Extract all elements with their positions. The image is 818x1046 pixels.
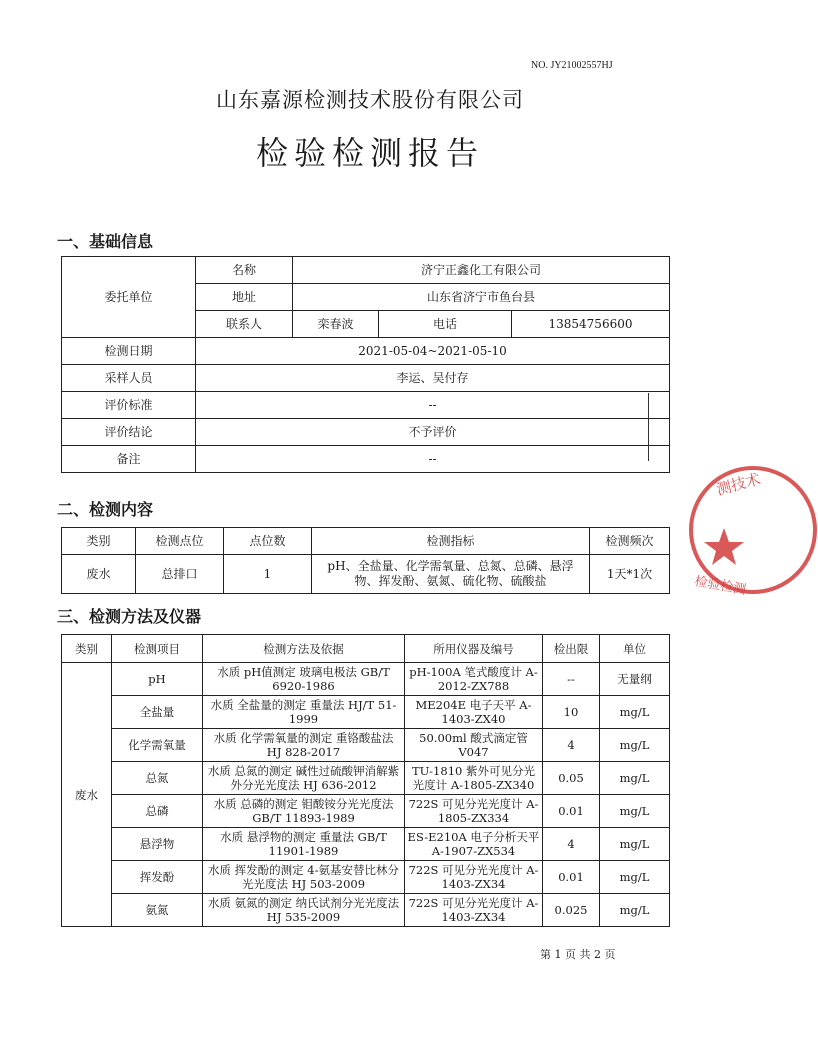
m-header-method: 检测方法及依据 — [203, 635, 405, 663]
page-number: 第 1 页 共 2 页 — [540, 948, 616, 961]
indicators-cell: pH、全盐量、化学需氧量、总氮、总磷、悬浮物、挥发酚、氨氮、硫化物、硫酸盐 — [312, 555, 590, 594]
unit-cell: mg/L — [600, 729, 670, 762]
company-name: 山东嘉源检测技术股份有限公司 — [216, 88, 524, 112]
method-cell: 水质 悬浮物的测定 重量法 GB/T 11901-1989 — [203, 828, 405, 861]
method-cell: 水质 挥发酚的测定 4-氨基安替比林分光光度法 HJ 503-2009 — [203, 861, 405, 894]
method-cell: 水质 化学需氧量的测定 重铬酸盐法 HJ 828-2017 — [203, 729, 405, 762]
client-label: 委托单位 — [62, 257, 196, 338]
section-1-heading: 一、基础信息 — [57, 232, 154, 251]
seal-text-bottom: 检验检测 — [693, 574, 748, 598]
unit-cell: mg/L — [600, 894, 670, 927]
header-indicators: 检测指标 — [312, 528, 590, 555]
remark-label: 备注 — [62, 446, 196, 473]
date-label: 检测日期 — [62, 338, 196, 365]
method-table — [61, 634, 670, 927]
item-cell: pH — [112, 663, 203, 696]
unit-cell: 无量纲 — [600, 663, 670, 696]
instrument-cell: TU-1810 紫外可见分光光度计 A-1805-ZX340 — [405, 762, 543, 795]
category-cell: 废水 — [62, 555, 136, 594]
item-cell: 化学需氧量 — [112, 729, 203, 762]
sampler-label: 采样人员 — [62, 365, 196, 392]
method-cell: 水质 总氮的测定 碱性过硫酸钾消解紫外分光光度法 HJ 636-2012 — [203, 762, 405, 795]
instrument-cell: 722S 可见分光光度计 A-1403-ZX34 — [405, 894, 543, 927]
unit-cell: mg/L — [600, 795, 670, 828]
instrument-cell: pH-100A 笔式酸度计 A-2012-ZX788 — [405, 663, 543, 696]
seal-text-top: 测技术 — [714, 469, 763, 499]
limit-cell: 4 — [543, 729, 600, 762]
remark-value: -- — [196, 446, 670, 473]
method-cell: 水质 pH值测定 玻璃电极法 GB/T 6920-1986 — [203, 663, 405, 696]
item-cell: 总氮 — [112, 762, 203, 795]
conclusion-value: 不予评价 — [196, 419, 670, 446]
instrument-cell: ES-E210A 电子分析天平 A-1907-ZX534 — [405, 828, 543, 861]
method-cell: 水质 总磷的测定 钼酸铵分光光度法 GB/T 11893-1989 — [203, 795, 405, 828]
frequency-cell: 1天*1次 — [590, 555, 670, 594]
instrument-cell: 722S 可见分光光度计 A-1805-ZX334 — [405, 795, 543, 828]
unit-cell: mg/L — [600, 696, 670, 729]
document-number: NO. JY21002557HJ — [531, 60, 613, 71]
unit-cell: mg/L — [600, 762, 670, 795]
m-header-unit: 单位 — [600, 635, 670, 663]
category-cell: 废水 — [62, 663, 112, 927]
limit-cell: 0.01 — [543, 861, 600, 894]
pen-mark — [648, 393, 649, 461]
count-cell: 1 — [224, 555, 312, 594]
header-point: 检测点位 — [136, 528, 224, 555]
name-label: 名称 — [196, 257, 293, 284]
m-header-instrument: 所用仪器及编号 — [405, 635, 543, 663]
section-2-heading: 二、检测内容 — [57, 500, 154, 519]
address-label: 地址 — [196, 284, 293, 311]
conclusion-label: 评价结论 — [62, 419, 196, 446]
point-cell: 总排口 — [136, 555, 224, 594]
item-cell: 氨氮 — [112, 894, 203, 927]
limit-cell: -- — [543, 663, 600, 696]
instrument-cell: ME204E 电子天平 A-1403-ZX40 — [405, 696, 543, 729]
contact-label: 联系人 — [196, 311, 293, 338]
phone-label: 电话 — [379, 311, 512, 338]
limit-cell: 10 — [543, 696, 600, 729]
item-cell: 挥发酚 — [112, 861, 203, 894]
method-cell: 水质 全盐量的测定 重量法 HJ/T 51-1999 — [203, 696, 405, 729]
instrument-cell: 722S 可见分光光度计 A-1403-ZX34 — [405, 861, 543, 894]
standard-value: -- — [196, 392, 670, 419]
method-cell: 水质 氨氮的测定 纳氏试剂分光光度法 HJ 535-2009 — [203, 894, 405, 927]
section-3-heading: 三、检测方法及仪器 — [57, 607, 202, 626]
seal-star-icon — [704, 528, 744, 565]
standard-label: 评价标准 — [62, 392, 196, 419]
limit-cell: 0.05 — [543, 762, 600, 795]
phone-value: 13854756600 — [512, 311, 670, 338]
seal-stamp — [688, 455, 818, 605]
m-header-item: 检测项目 — [112, 635, 203, 663]
limit-cell: 0.01 — [543, 795, 600, 828]
date-value: 2021-05-04~2021-05-10 — [196, 338, 670, 365]
m-header-category: 类别 — [62, 635, 112, 663]
header-frequency: 检测频次 — [590, 528, 670, 555]
name-value: 济宁正鑫化工有限公司 — [293, 257, 670, 284]
sampler-value: 李运、吴付存 — [196, 365, 670, 392]
header-count: 点位数 — [224, 528, 312, 555]
item-cell: 总磷 — [112, 795, 203, 828]
limit-cell: 4 — [543, 828, 600, 861]
instrument-cell: 50.00ml 酸式滴定管 V047 — [405, 729, 543, 762]
address-value: 山东省济宁市鱼台县 — [293, 284, 670, 311]
m-header-limit: 检出限 — [543, 635, 600, 663]
item-cell: 全盐量 — [112, 696, 203, 729]
unit-cell: mg/L — [600, 828, 670, 861]
limit-cell: 0.025 — [543, 894, 600, 927]
header-category: 类别 — [62, 528, 136, 555]
contact-value: 栾春波 — [293, 311, 379, 338]
basic-info-table — [61, 256, 670, 473]
unit-cell: mg/L — [600, 861, 670, 894]
report-title: 检验检测报告 — [255, 134, 484, 172]
test-content-table — [61, 527, 670, 594]
item-cell: 悬浮物 — [112, 828, 203, 861]
